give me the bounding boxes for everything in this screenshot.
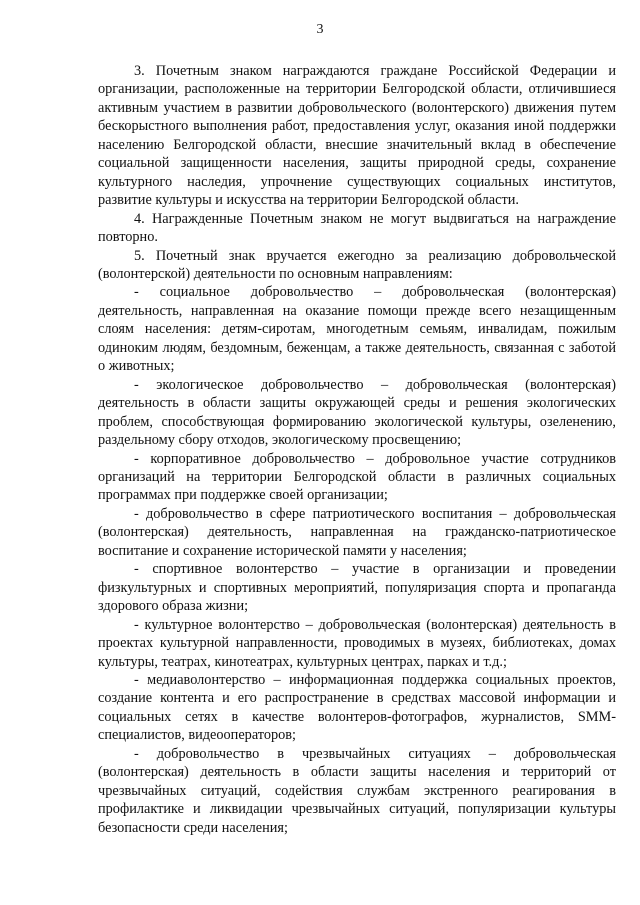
paragraph-item-3-award-recipients: 3. Почетным знаком награждаются граждане Российской Федерации и организации, расположенные на территории Белгородской области, отличившиеся активным участием в развитии добровольческого (волонтерского) движения путем бескорыстного выполнения работ, предоставления услуг, оказания иной поддержки населению Белгородской области, внесшие значительный вклад в обеспечение социальной защищенности населения, защиты природной среды, сохранение культурного наследия, упрочнение существующих социальных институтов, развитие культуры и искусства на территории Белгородской области. bbox=[98, 63, 616, 209]
list-item-corporate-volunteering: - корпоративное добровольчество – добровольное участие сотрудников организаций на территории Белгородской области в различных социальных программах при поддержке своей организации; bbox=[98, 450, 616, 504]
list-item-social-volunteering: - социальное добровольчество – добровольческая (волонтерская) деятельность, направленная на оказание помощи прежде всего незащищенным слоям населения: детям-сиротам, многодетным семьям, инвалидам, пожилым одиноким людям, бездомным, беженцам, а также деятельность, связанная с заботой о животных; bbox=[98, 284, 616, 375]
list-item-ecological-volunteering: - экологическое добровольчество – добровольческая (волонтерская) деятельность в области защиты окружающей среды и решения экологических проблем, способствующая формированию экологической культуры, озеленению, раздельному сбору отходов, экологическому просвещению; bbox=[98, 376, 616, 449]
page-number: 3 bbox=[316, 22, 324, 37]
paragraph-item-4-no-repeat-award: 4. Награжденные Почетным знаком не могут выдвигаться на награждение повторно. bbox=[98, 210, 616, 246]
list-item-emergency-volunteering: - добровольчество в чрезвычайных ситуациях – добровольческая (волонтерская) деятельность в области защиты населения и территорий от чрезвычайных ситуаций, содействия службам экстренного реагирования в профилактике и ликвидации чрезвычайных ситуаций, популяризации культуры безопасности среди населения; bbox=[98, 745, 616, 836]
list-item-cultural-volunteering: - культурное волонтерство – добровольческая (волонтерская) деятельность в проектах культурной направленности, проводимых в музеях, библиотеках, домах культуры, театрах, кинотеатрах, культурных центрах, парках и т.д.; bbox=[98, 616, 616, 670]
document-body bbox=[98, 62, 616, 837]
list-item-sports-volunteering: - спортивное волонтерство – участие в организации и проведении физкультурных и спортивных мероприятий, популяризация спорта и пропаганда здорового образа жизни; bbox=[98, 561, 616, 615]
paragraph-item-5-award-directions: 5. Почетный знак вручается ежегодно за реализацию добровольческой (волонтерской) деятельности по основным направлениям: bbox=[98, 247, 616, 282]
list-item-patriotic-volunteering: - добровольчество в сфере патриотического воспитания – добровольческая (волонтерская) деятельность, направленная на гражданско-патриотическое воспитание и сохранение исторической памяти у населения; bbox=[98, 505, 616, 559]
list-item-media-volunteering: - медиаволонтерство – информационная поддержка социальных проектов, создание контента и его распространение в средствах массовой информации и социальных сетях в качестве волонтеров-фотографов, журналистов, SMM-специалистов, видеооператоров; bbox=[98, 671, 616, 744]
